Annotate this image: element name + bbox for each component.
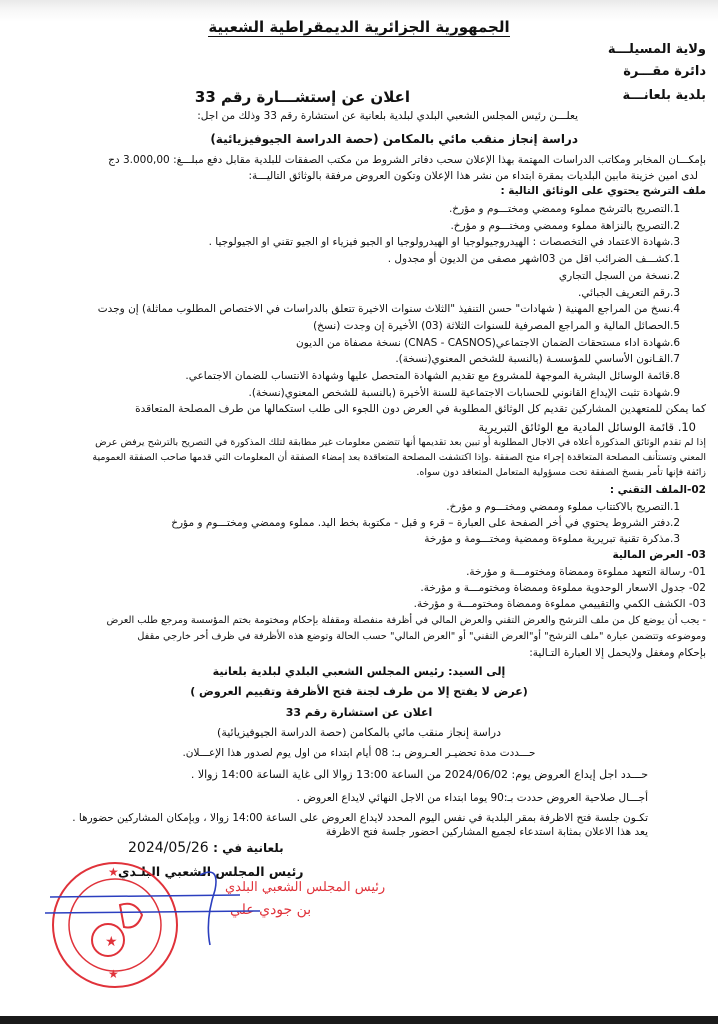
list-item bbox=[559, 270, 688, 284]
invitation-note: يعد هذا الاعلان بمثابة استدعاء لجميع المشاركين احضور جلسة فتح الاظرفة bbox=[325, 826, 648, 838]
list-item bbox=[296, 337, 688, 351]
list-item-number: 2. bbox=[670, 219, 681, 232]
list-item-text: شهادة اداء مستحقات الضمان الاجتماعي(CNAS - CASNOS) نسخة مصفاة من الديون bbox=[296, 336, 670, 349]
list-item-number: 3. bbox=[670, 236, 681, 249]
candidacy-heading: ملف الترشح يحتوي على الوثائق التالية : bbox=[500, 185, 706, 197]
technical-heading: 02-الملف التقني : bbox=[609, 484, 706, 496]
validity-period: أجـــال صلاحية العروض حددت بـ:90 يوما ابتداء من الاجل النهائي لايداع العروض . bbox=[296, 792, 648, 804]
svg-text:★: ★ bbox=[108, 967, 119, 981]
list-item bbox=[98, 303, 688, 317]
list-item bbox=[249, 387, 688, 401]
envelope-subject: دراسة إنجاز منقب مائي بالمكامن (حصة الدراسة الجيوفيزيائية) bbox=[217, 726, 501, 739]
list-item bbox=[449, 203, 688, 217]
list-item bbox=[395, 353, 688, 367]
candidacy-note: كما يمكن للمتعهدين المشاركين تقديم كل الوثائق المطلوبة في العرض دون اللجوء الى طلب استكمالها من طرف المصلحة المتعاقدة bbox=[135, 403, 706, 415]
list-item bbox=[450, 220, 688, 234]
list-item bbox=[171, 517, 688, 531]
list-item-text: الحصائل المالية و المراجع المصرفية للسنوات الثلاثة (03) الأخيرة إن وجدت (نسخ) bbox=[313, 319, 670, 332]
envelope-line: - يجب أن يوضع كل من ملف الترشح والعرض التقني والعرض المالي في أظرفة منفصلة ومقفلة بإحكام ومختومة بختم المؤسسة ومرجع طلب العرض bbox=[106, 615, 706, 626]
signature-scribble-icon bbox=[40, 865, 300, 955]
list-item-number: 1. bbox=[670, 501, 681, 513]
financial-heading: 03- العرض المالية bbox=[612, 549, 706, 561]
list-item-text: رقم التعريف الجبائي. bbox=[578, 286, 670, 299]
list-item-number: 1. bbox=[670, 253, 681, 266]
list-item bbox=[388, 253, 688, 267]
scan-edge bbox=[0, 1016, 718, 1024]
list-item-text: نسخة من السجل التجاري bbox=[558, 269, 670, 282]
list-item-text: التصريح بالاكتتاب مملوء وممضي ومختـــوم و مؤرخ. bbox=[446, 501, 670, 513]
financial-item: 03- الكشف الكمي والتقييمي مملوءة وممضاة ومختومـــة و مؤرخة. bbox=[413, 598, 706, 610]
svg-text:★: ★ bbox=[108, 865, 119, 879]
list-item-number: 3. bbox=[670, 286, 681, 299]
list-item-number: 2. bbox=[670, 517, 681, 529]
baladiya: بلدية بلعانـــة bbox=[622, 88, 706, 103]
envelope-notice: (عرض لا يفتح إلا من طرف لجنة فتح الأظرفة وتقييم العروض ) bbox=[190, 685, 528, 698]
list-item-number: 8. bbox=[670, 370, 681, 382]
treasury-line: لدى امين خزينة مابين البلديات بمقرة ابتداء من نشر هذا الإعلان وتكون العروض مرفقة بالوثائق التاليـــة: bbox=[248, 170, 698, 182]
list-item-text: التصريح بالنزاهة مملوء وممضي ومختـــوم و مؤرخ. bbox=[450, 219, 670, 232]
list-item-text: مذكرة تقنية تبريرية مملوءة وممضية ومختـــومة و مؤرخة bbox=[424, 533, 670, 545]
list-item-text: دفتر الشروط يحتوي في أخر الصفحة على العبارة – قرء و قبل - مكتوبة بخط اليد. مملوء وممضي ومختـــوم و مؤرخ bbox=[171, 517, 670, 529]
list-item bbox=[578, 287, 688, 301]
list-item bbox=[185, 370, 688, 384]
signatory-title: رئيس المجلس الشعبي البلـدي bbox=[118, 864, 304, 879]
list-item bbox=[313, 320, 688, 334]
announcement-title: اعلان عن إستشـــارة رقم 33 bbox=[194, 88, 410, 106]
list-item-text: شهادة تثبت الإيداع القانوني للحسابات الاجتماعية للسنة الأخيرة (بالنسبة للشخص المعنوي(نسخة). bbox=[248, 386, 670, 399]
stamp-title-text: رئيس المجلس الشعبي البلدي bbox=[225, 880, 386, 895]
list-item-text: شهادة الاعتماد في التخصصات : الهيدروجيولوجيا او الهيدرولوجيا او الجيو فيزياء او الجيو تقني او الجيولوجيا . bbox=[208, 236, 670, 249]
candidacy-item-10: 10. قائمة الوسائل المادية مع الوثائق التبريرية bbox=[478, 420, 696, 434]
list-item-number: 2. bbox=[670, 269, 681, 282]
wilaya: ولاية المسيلـــة bbox=[607, 42, 706, 57]
daira: دائرة مقـــرة bbox=[623, 64, 706, 79]
list-item-number: 3. bbox=[670, 533, 681, 545]
warning-line: المعني وتستأنف المصلحة المتعاقدة إجراء منح الصفقة .وإذا اكتشفت المصلحة المتعاقدة بعد إمضاء الصفقة أن المعلومات التي قدمها صاحب الصفقة العمومية bbox=[92, 452, 706, 463]
envelope-line: وموضوعه وتتضمن عبارة "ملف الترشح" أو"العرض التقني" أو "العرض المالي" حسب الحالة وتوضع هذه الأظرفة في ظرف أخر خارجي مقفل bbox=[137, 631, 706, 642]
deposit-deadline: حـــدد اجل إيداع العروض يوم: 2024/06/02 من الساعة 13:00 زوالا الى غاية الساعة 14:00 زوالا . bbox=[190, 768, 648, 781]
list-item bbox=[209, 236, 688, 250]
list-item-text: قائمة الوسائل البشرية الموجهة للمشروع مع تقديم الشهادة المتحصل عليها وشهادة الانتساب للضمان الاجتماعي. bbox=[185, 370, 670, 382]
signer-name: بن جودي علي bbox=[230, 902, 312, 918]
warning-line: زائفة فإنها تأمر بفسخ الصفقة تحت مسؤولية المتعامل المتعاقد دون سواه. bbox=[416, 467, 706, 478]
list-item bbox=[446, 501, 688, 515]
list-item-text: التصريح بالترشح مملوء وممضي ومختـــوم و مؤرخ. bbox=[448, 203, 670, 215]
envelope-addressee: إلى السيد: رئيس المجلس الشعبي البلدي لبلدية بلعانية bbox=[212, 665, 506, 678]
list-item-number: 7. bbox=[670, 353, 681, 366]
signature-place-date: بلعانية في : 2024/05/26 bbox=[128, 840, 284, 856]
opening-session: تكـون جلسة فتح الاظرفة بمقر البلدية في نفس اليوم المحدد لايداع العروض على الساعة 14:00 زوالا ، وبإمكان المشاركين حضورها . bbox=[72, 812, 648, 824]
list-item-text: كشـــف الضرائب اقل من 03اشهر مصفى من الديون أو مجدول . bbox=[387, 253, 670, 266]
list-item-number: 6. bbox=[670, 336, 681, 349]
list-item-text: نسخ من المراجع المهنية ( شهادات" حسن التنفيذ "الثلاث سنوات الاخيرة تتعلق بالدراسات في الاختصاص المطلوب مماثلة) إن وجدت bbox=[97, 303, 670, 316]
list-item-number: 4. bbox=[670, 303, 681, 316]
republic-title: الجمهورية الجزائرية الديمقراطية الشعبية bbox=[208, 18, 510, 36]
list-item-number: 5. bbox=[670, 319, 681, 332]
financial-item: 01- رسالة التعهد مملوءة وممضاة ومختومـــة و مؤرخة. bbox=[466, 566, 706, 578]
fee-line: بإمكـــان المخابر ومكاتب الدراسات المهتمة بهذا الإعلان سحب دفاتر الشروط من مكتب الصفقات للبلدية مقابل دفع مبلـــغ: 3.000,00 دج bbox=[108, 154, 706, 166]
list-item-text: القـانون الأساسي للمؤسسـة (بالنسبة للشخص المعنوي(نسخة). bbox=[395, 353, 670, 366]
subject: دراسة إنجاز منقب مائي بالمكامن (حصة الدراسة الجيوفيزيائية) bbox=[210, 132, 578, 146]
envelope-announcement: اعلان عن استشارة رقم 33 bbox=[285, 706, 433, 719]
warning-line: إذا لم تقدم الوثائق المذكورة أعلاه في الاجال المطلوبة أو تبين بعد تقديمها أنها تتضمن معلومات غير مطابقة لتلك المذكورة في التصريح بالترشح يرفض عرض bbox=[95, 437, 706, 448]
financial-item: 02- جدول الاسعار الوحدوية مملوءة وممضاة ومختومـــة و مؤرخة. bbox=[420, 582, 706, 594]
list-item bbox=[424, 533, 688, 547]
envelope-line: بإحكام ومغفل ولايحمل إلا العبارة التـالية: bbox=[529, 647, 706, 659]
prep-period: حـــددت مدة تحضيـر العـروض بـ: 08 أيام ابتداء من اول يوم لصدور هذا الإعـــلان. bbox=[182, 747, 536, 759]
list-item-number: 1. bbox=[670, 203, 681, 215]
list-item-number: 9. bbox=[670, 386, 681, 399]
svg-text:★: ★ bbox=[105, 934, 118, 950]
intro-line: يعلـــن رئيس المجلس الشعبي البلدي لبلدية بلعانية عن استشارة رقم 33 وذلك من اجل: bbox=[197, 110, 578, 122]
